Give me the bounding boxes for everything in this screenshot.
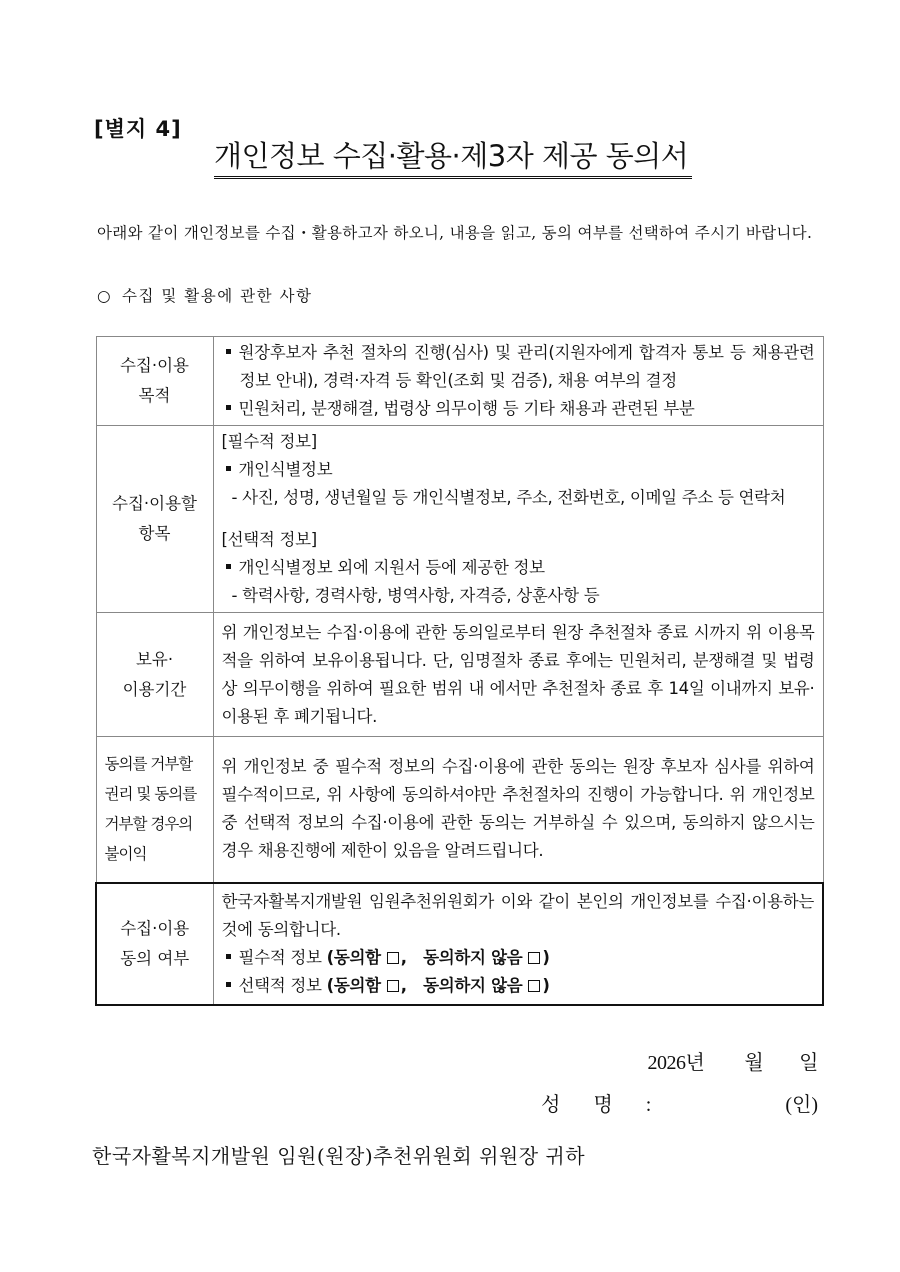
row-label-items: 수집·이용할 항목 <box>96 426 213 613</box>
square-bullet-icon <box>226 954 231 959</box>
consent-choice-optional: 선택적 정보 (동의함 , 동의하지 않음 ) <box>222 972 815 1000</box>
row-label-retention: 보유· 이용기간 <box>96 613 213 737</box>
row-label-refusal: 동의를 거부할 권리 및 동의를 거부할 경우의 불이익 <box>96 737 213 883</box>
required-agree-checkbox[interactable] <box>387 952 399 964</box>
annex-label: [별지 4] <box>94 117 182 141</box>
square-bullet-icon <box>226 466 231 471</box>
consent-choice-required: 필수적 정보 (동의함 , 동의하지 않음 ) <box>222 944 815 972</box>
square-bullet-icon <box>226 982 231 987</box>
square-bullet-icon <box>226 405 231 410</box>
row-content-items <box>213 426 823 613</box>
date-year: 2026년 <box>647 1052 705 1074</box>
table-row-retention <box>96 613 823 737</box>
table-row-items <box>96 426 823 613</box>
list-item: 민원처리, 분쟁해결, 법령상 의무이행 등 기타 채용과 관련된 부분 <box>222 395 815 423</box>
row-content-consent <box>213 883 823 1005</box>
row-content-retention: 위 개인정보는 수집·이용에 관한 동의일로부터 원장 추천절차 종료 시까지 위 이용목적을 위하여 보유이용됩니다. 단, 임명절차 종료 후에는 민원처리, 분쟁해결 및 법령상 의무이행을 위하여 필요한 범위 내 에서만 추천절차 종료 후 14일 이내까지 보유·이용된 후 폐기됩니다. <box>213 613 823 737</box>
seal-mark: (인) <box>785 1094 818 1116</box>
row-content-purpose <box>213 337 823 426</box>
date-month: 월 <box>744 1052 764 1074</box>
optional-info-header: [선택적 정보] <box>221 530 317 549</box>
list-item: 원장후보자 추천 절차의 진행(심사) 및 관리(지원자에게 합격자 통보 등 채용관련 정보 안내), 경력·자격 등 확인(조회 및 검증), 채용 여부의 결정 <box>222 339 815 395</box>
document-title: 개인정보 수집·활용·제3자 제공 동의서 <box>214 138 692 179</box>
required-info-detail: - 사진, 성명, 생년월일 등 개인식별정보, 주소, 전화번호, 이메일 주소 등 연락처 <box>231 488 786 507</box>
list-item: 개인식별정보 외에 지원서 등에 제공한 정보 <box>222 554 815 582</box>
section-title: 수집 및 활용에 관한 사항 <box>122 287 313 305</box>
optional-agree-checkbox[interactable] <box>387 980 399 992</box>
row-content-refusal: 위 개인정보 중 필수적 정보의 수집·이용에 관한 동의는 원장 후보자 심사를 위하여 필수적이므로, 위 사항에 동의하셔야만 추천절차의 진행이 가능합니다. 위 개인정보 중 선택적 정보의 수집·이용에 관한 동의는 거부하실 수 있으며, 동의하지 않으시는 경우 채용진행에 제한이 있음을 알려드립니다. <box>213 737 823 883</box>
square-bullet-icon <box>226 564 231 569</box>
table-row-consent <box>96 883 823 1005</box>
date-day: 일 <box>799 1052 818 1074</box>
consent-statement: 한국자활복지개발원 임원추천위원회가 이와 같이 본인의 개인정보를 수집·이용하는 것에 동의합니다. <box>221 891 814 939</box>
consent-table <box>95 336 824 1006</box>
row-label-consent: 수집·이용 동의 여부 <box>96 883 213 1005</box>
date-line <box>648 1046 818 1075</box>
recipient-line: 한국자활복지개발원 임원(원장)추천위원회 위원장 귀하 <box>92 1144 586 1168</box>
section-heading <box>97 284 312 306</box>
optional-info-detail: - 학력사항, 경력사항, 병역사항, 자격증, 상훈사항 등 <box>231 586 600 605</box>
circle-bullet-icon: ○ <box>97 287 113 305</box>
signature-line <box>541 1088 818 1117</box>
required-disagree-checkbox[interactable] <box>528 952 540 964</box>
table-row-purpose <box>96 337 823 426</box>
list-item: 개인식별정보 <box>222 456 815 484</box>
intro-paragraph: 아래와 같이 개인정보를 수집・활용하고자 하오니, 내용을 읽고, 동의 여부를 선택하여 주시기 바랍니다. <box>97 224 813 242</box>
row-label-purpose: 수집·이용 목적 <box>96 337 213 426</box>
optional-disagree-checkbox[interactable] <box>528 980 540 992</box>
name-label: 성 명 : <box>541 1094 666 1116</box>
table-row-refusal <box>96 737 823 883</box>
square-bullet-icon <box>226 349 231 354</box>
required-info-header: [필수적 정보] <box>221 432 317 451</box>
